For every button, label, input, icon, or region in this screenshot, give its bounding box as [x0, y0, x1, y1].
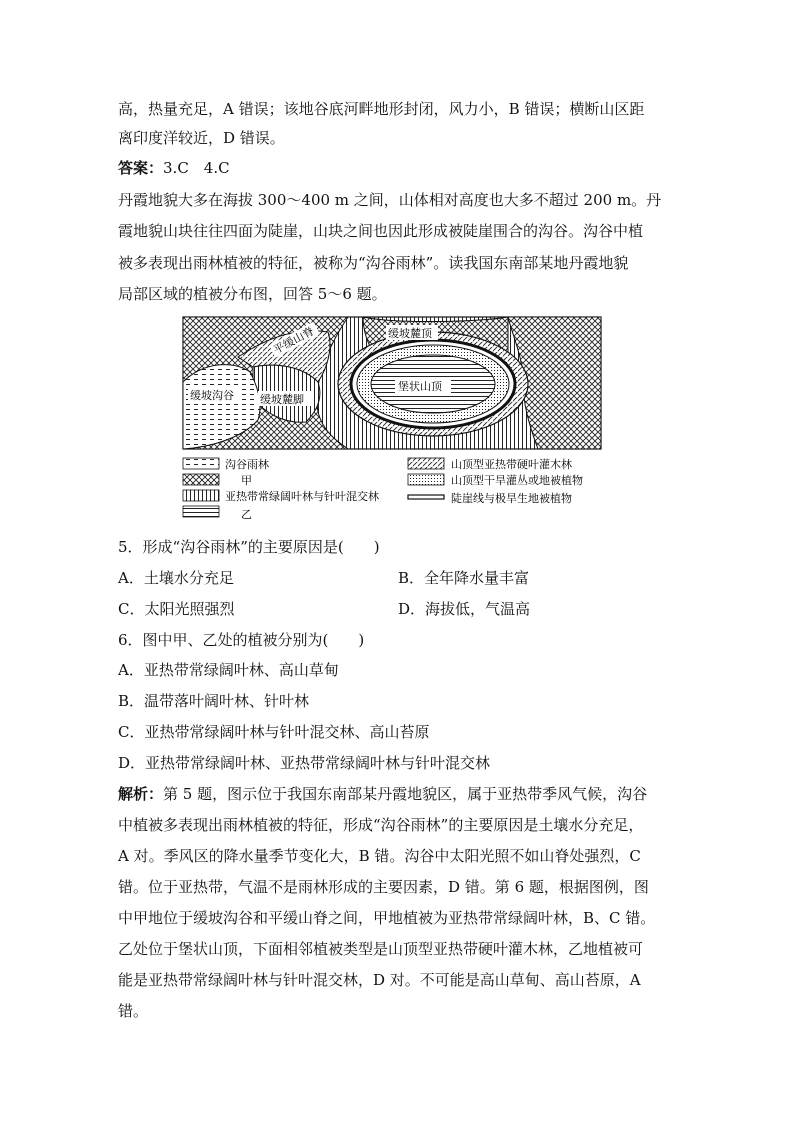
- q6-option-a: A．亚热带常绿阔叶林、高山草甸: [118, 661, 339, 679]
- solution-line-4: 错。位于亚热带，气温不是雨林形成的主要因素，D 错。第 6 题，根据图例，图: [118, 878, 649, 896]
- legend-jia: 甲: [241, 474, 252, 487]
- q5-stem: 5．形成“沟谷雨林”的主要原因是( ): [118, 538, 380, 556]
- solution-line-2: 中植被多表现出雨林植被的特征，形成“沟谷雨林”的主要原因是土壤水分充足，: [118, 816, 644, 834]
- q5-option-b: B．全年降水量丰富: [398, 569, 530, 587]
- intro-line-4: 局部区域的植被分布图，回答 5～6 题。: [118, 285, 387, 303]
- label-huanpo-lunding: 缓坡麓顶: [388, 327, 432, 340]
- legend-swatch-gougu-yulin: [183, 458, 219, 469]
- answer-row: [118, 158, 230, 178]
- legend-mixed-forest: 亚热带常绿阔叶林与针叶混交林: [225, 490, 379, 503]
- legend-swatch-mixed-forest: [183, 490, 219, 501]
- legend-swatch-yi: [183, 506, 219, 517]
- solution-line-7: 能是亚热带常绿阔叶林与针叶混交林，D 对。不可能是高山草甸、高山苔原，A: [118, 971, 641, 989]
- solution-label: 解析：: [118, 785, 164, 803]
- solution-line-6: 乙处位于堡状山顶，下面相邻植被类型是山顶型亚热带硬叶灌木林，乙地植被可: [118, 940, 644, 958]
- prev-solution-line-1: 高，热量充足，A 错误；该地谷底河畔地形封闭，风力小，B 错误；横断山区距: [118, 100, 645, 118]
- legend-yi: 乙: [241, 508, 252, 521]
- legend-cliff: 陡崖线与极旱生地被植物: [451, 492, 572, 505]
- solution-line-8: 错。: [118, 1002, 149, 1020]
- vegetation-map-figure: [178, 312, 606, 527]
- legend-swatch-cliff: [408, 495, 444, 499]
- answer-label: 答案：: [118, 159, 164, 177]
- q5-option-d: D．海拔低，气温高: [398, 600, 531, 618]
- answer-value: 3.C 4.C: [163, 159, 230, 177]
- q5-option-a: A．土壤水分充足: [118, 569, 234, 587]
- q6-option-b: B．温带落叶阔叶林、针叶林: [118, 692, 310, 710]
- solution-line-5: 中甲地位于缓坡沟谷和平缓山脊之间，甲地植被为亚热带常绿阔叶林，B、C 错。: [118, 909, 656, 927]
- legend-swatch-jia: [183, 474, 219, 485]
- solution-text-1: 第 5 题，图示位于我国东南部某丹霞地貌区，属于亚热带季风气候，沟谷: [163, 785, 648, 803]
- legend-dry-shrub: 山顶型干旱灌丛或地被植物: [451, 474, 583, 487]
- label-huanpo-lujiao: 缓坡麓脚: [260, 393, 304, 406]
- intro-line-3: 被多表现出雨林植被的特征，被称为“沟谷雨林”。读我国东南部某地丹霞地貌: [118, 254, 629, 272]
- q6-stem: 6．图中甲、乙处的植被分别为( ): [118, 631, 365, 649]
- q6-option-c: C．亚热带常绿阔叶林与针叶混交林、高山苔原: [118, 723, 430, 741]
- prev-solution-line-2: 离印度洋较近，D 错误。: [118, 129, 285, 147]
- label-huanpo-gougu: 缓坡沟谷: [190, 389, 234, 402]
- intro-line-1: 丹霞地貌大多在海拔 300～400 m 之间，山体相对高度也大多不超过 200 m。丹: [118, 191, 662, 209]
- intro-line-2: 霞地貌山块往往四面为陡崖，山块之间也因此形成被陡崖围合的沟谷。沟谷中植: [118, 222, 644, 240]
- q6-option-d: D．亚热带常绿阔叶林、亚热带常绿阔叶林与针叶混交林: [118, 754, 491, 772]
- legend: [183, 457, 583, 521]
- solution-line-3: A 对。季风区的降水量季节变化大，B 错。沟谷中太阳光照不如山脊处强烈，C: [118, 847, 641, 865]
- label-pinghuan-shanji: 平缓山脊: [271, 324, 317, 357]
- label-baozhuang-shanding: 堡状山顶: [398, 380, 442, 393]
- legend-swatch-shrub: [408, 458, 444, 469]
- solution-line-1: [118, 784, 647, 804]
- q5-option-c: C．太阳光照强烈: [118, 600, 235, 618]
- legend-swatch-dry-shrub: [408, 474, 444, 485]
- legend-shrub: 山顶型亚热带硬叶灌木林: [451, 458, 572, 471]
- legend-gougu-yulin: 沟谷雨林: [225, 458, 269, 471]
